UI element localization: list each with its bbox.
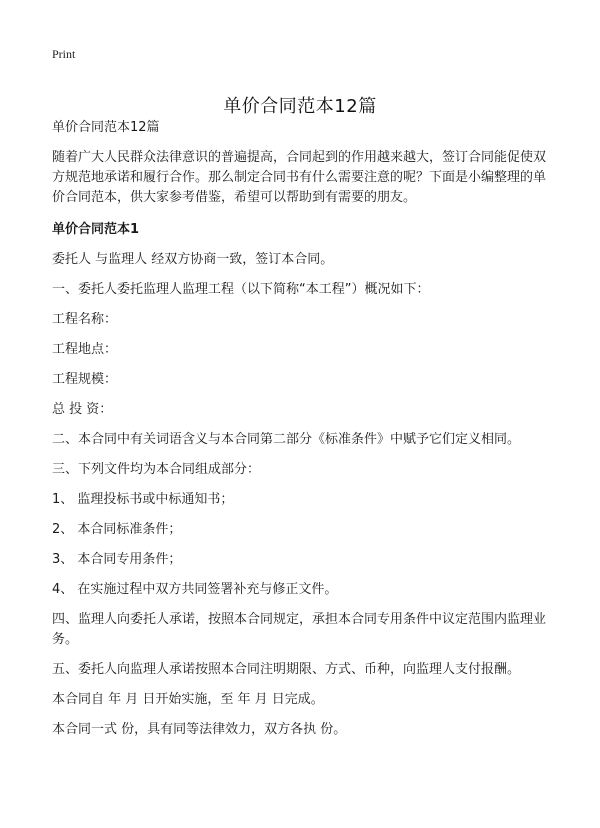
contract-paragraph: 二、本合同中有关词语含义与本合同第二部分《标准条件》中赋予它们定义相同。 [52, 432, 521, 447]
contract-paragraph: 工程名称： [52, 312, 118, 327]
contract-paragraph: 2、 本合同标准条件； [52, 522, 182, 537]
contract-paragraph: 总 投 资： [52, 402, 113, 417]
print-link[interactable]: Print [52, 47, 76, 61]
contract-paragraph: 五、委托人向监理人承诺按照本合同注明期限、方式、币种，向监理人支付报酬。 [52, 662, 521, 677]
contract-paragraph: 委托人 与监理人 经双方协商一致，签订本合同。 [52, 252, 334, 267]
contract-paragraph: 一、委托人委托监理人监理工程（以下简称“本工程”）概况如下： [52, 282, 430, 297]
contract-paragraph: 工程地点： [52, 342, 118, 357]
document-subtitle: 单价合同范本12篇 [52, 120, 160, 135]
contract-paragraph: 4、 在实施过程中双方共同签署补充与修正文件。 [52, 582, 338, 597]
intro-paragraph: 随着广大人民群众法律意识的普遍提高，合同起到的作用越来越大，签订合同能促使双方规范地承诺和履行合作。那么制定合同书有什么需要注意的呢？下面是小编整理的单价合同范本，供大家参考借鉴，希望可以帮助到有需要的朋友。 [52, 150, 547, 205]
contract-paragraph: 四、监理人向委托人承诺，按照本合同规定，承担本合同专用条件中议定范围内监理业务。 [52, 612, 547, 647]
contract-paragraph: 3、 本合同专用条件； [52, 552, 182, 567]
contract-paragraph: 本合同自 年 月 日开始实施，至 年 月 日完成。 [52, 692, 324, 707]
contract-paragraph: 工程规模： [52, 372, 118, 387]
document-title: 单价合同范本12篇 [223, 96, 377, 118]
section-heading: 单价合同范本1 [52, 222, 140, 237]
contract-paragraph: 本合同一式 份，具有同等法律效力，双方各执 份。 [52, 722, 347, 737]
contract-paragraph: 1、 监理投标书或中标通知书； [52, 492, 234, 507]
document-body [52, 118, 552, 750]
contract-paragraph: 三、下列文件均为本合同组成部分： [52, 462, 261, 477]
